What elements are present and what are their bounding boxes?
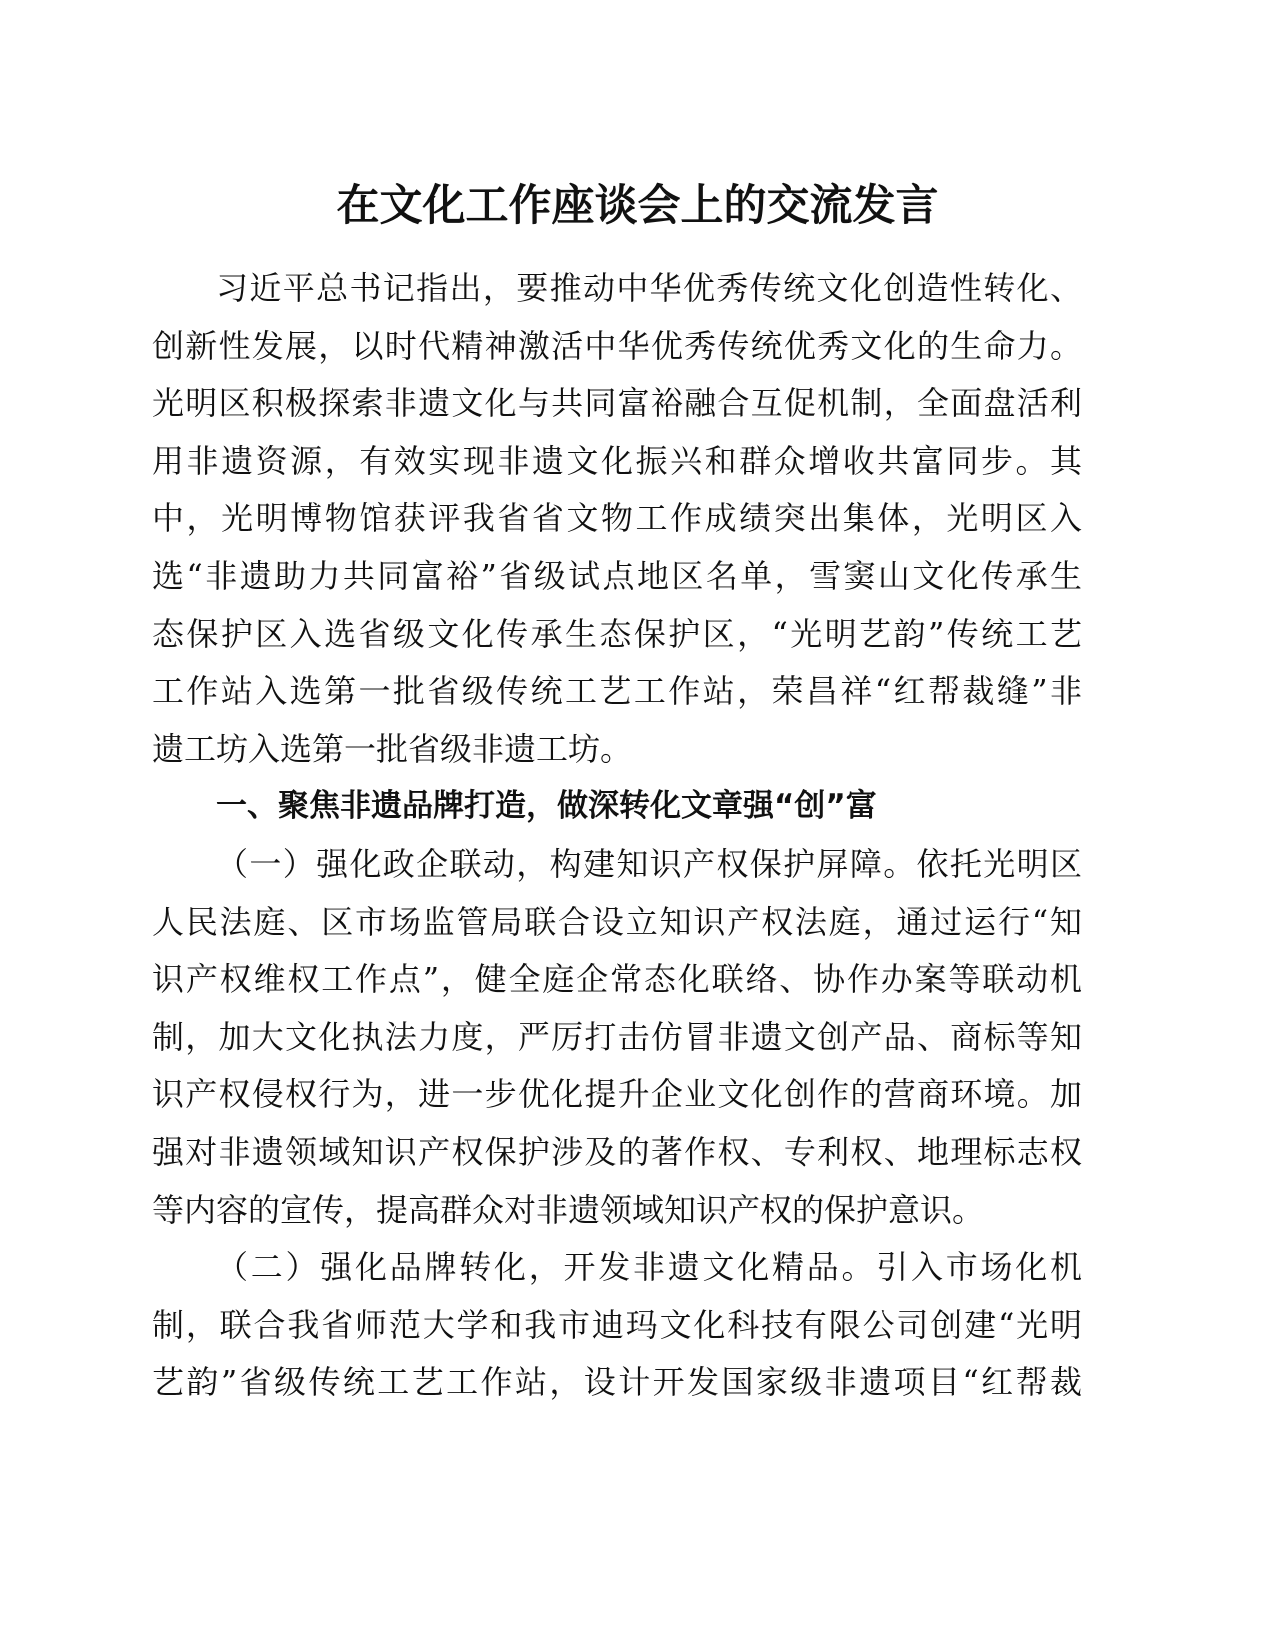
paragraph-line: 态保护区入选省级文化传承生态保护区，“光明艺韵”传统工艺 [152,614,1082,653]
paragraph-line: 识产权侵权行为，进一步优化提升企业文化创作的营商环境。加 [152,1075,1082,1114]
paragraph-line: 等内容的宣传，提高群众对非遗领域知识产权的保护意识。 [152,1190,985,1229]
paragraph-line: 艺韵”省级传统工艺工作站，设计开发国家级非遗项目“红帮裁 [152,1363,1082,1402]
paragraph-line: （二）强化品牌转化，开发非遗文化精品。引入市场化机 [216,1248,1082,1287]
paragraph-line: 遗工坊入选第一批省级非遗工坊。 [152,729,633,768]
paragraph-line: 选“非遗助力共同富裕”省级试点地区名单，雪窦山文化传承生 [152,556,1082,595]
paragraph-line: 创新性发展，以时代精神激活中华优秀传统优秀文化的生命力。 [152,326,1082,365]
document-title: 在文化工作座谈会上的交流发言 [336,181,939,231]
paragraph-line: 制，联合我省师范大学和我市迪玛文化科技有限公司创建“光明 [152,1305,1082,1344]
paragraph-line: （一）强化政企联动，构建知识产权保护屏障。依托光明区 [216,844,1082,883]
document-body [152,260,1082,1412]
paragraph-line: 习近平总书记指出，要推动中华优秀传统文化创造性转化、 [216,269,1082,307]
paragraph-line: 识产权维权工作点”，健全庭企常态化联络、协作办案等联动机 [152,960,1082,999]
paragraph-line: 中，光明博物馆获评我省省文物工作成绩突出集体，光明区入 [152,499,1082,538]
paragraph-line: 强对非遗领域知识产权保护涉及的著作权、专利权、地理标志权 [152,1132,1082,1171]
paragraph-line: 制，加大文化执法力度，严厉打击仿冒非遗文创产品、商标等知 [152,1017,1082,1056]
section-heading: 一、聚焦非遗品牌打造，做深转化文章强“创”富 [216,788,877,825]
paragraph-line: 用非遗资源，有效实现非遗文化振兴和群众增收共富同步。其 [152,441,1082,480]
paragraph-line: 人民法庭、区市场监管局联合设立知识产权法庭，通过运行“知 [152,902,1082,941]
paragraph-line: 光明区积极探索非遗文化与共同富裕融合互促机制，全面盘活利 [152,384,1082,423]
paragraph-line: 工作站入选第一批省级传统工艺工作站，荣昌祥“红帮裁缝”非 [152,672,1082,711]
